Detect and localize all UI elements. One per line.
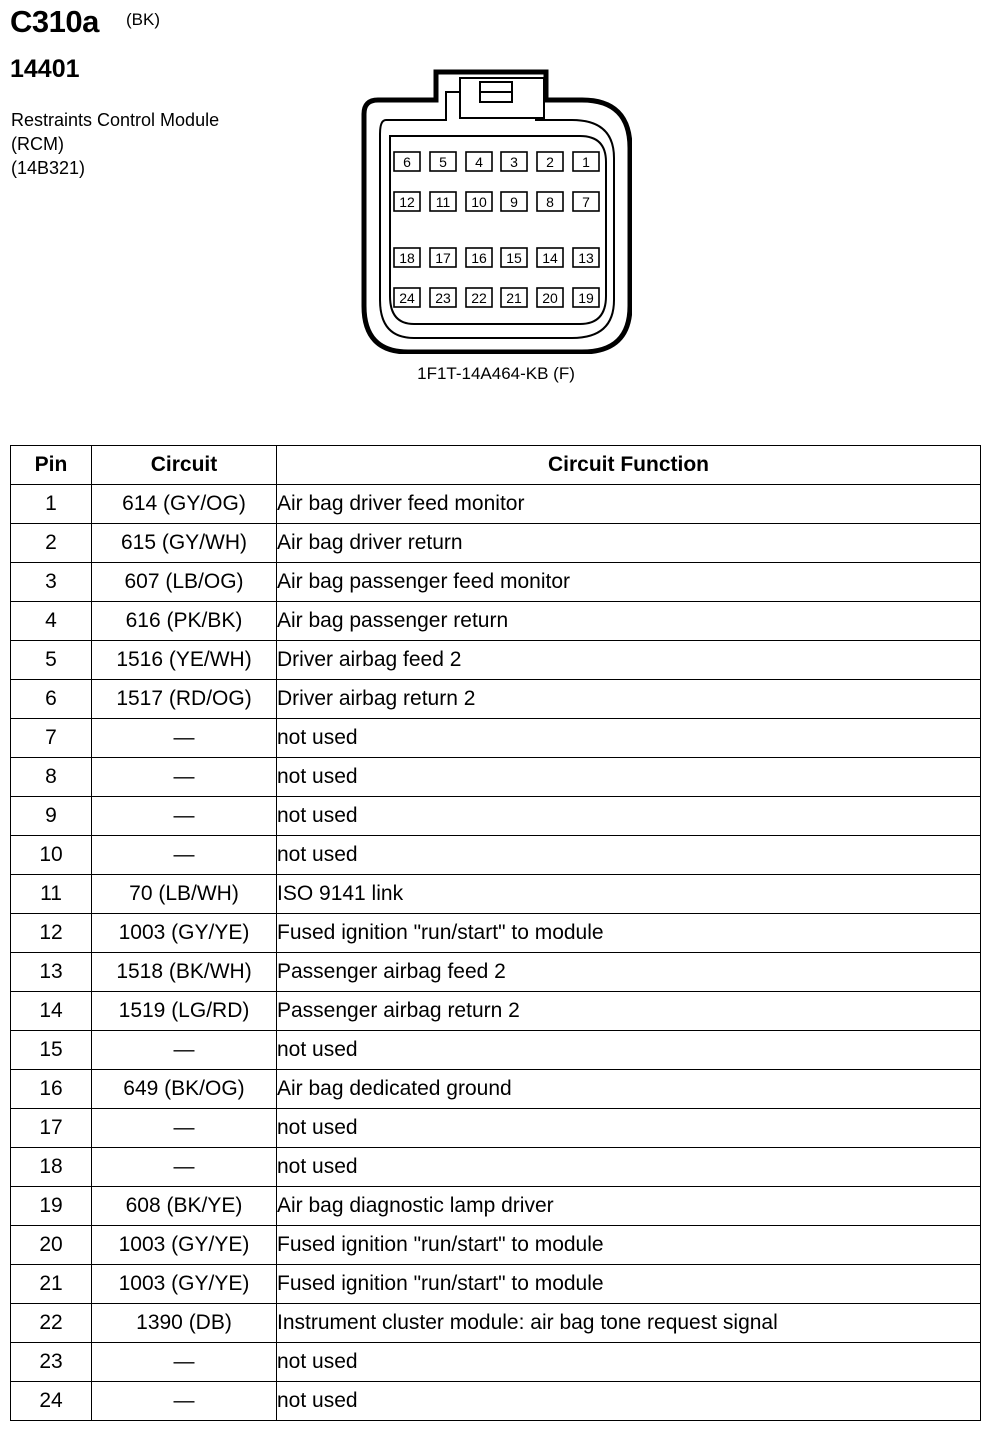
circuit-function-cell: Air bag driver return — [277, 524, 981, 563]
table-row — [11, 1226, 981, 1265]
description-line: (RCM) — [11, 134, 64, 154]
circuit-cell: — — [92, 1148, 277, 1187]
part-number: 14401 — [10, 55, 80, 83]
circuit-cell: — — [92, 719, 277, 758]
connector-pin — [501, 248, 527, 267]
connector-pin — [537, 288, 563, 307]
circuit-function-cell: not used — [277, 758, 981, 797]
connector-pin — [573, 248, 599, 267]
table-row — [11, 758, 981, 797]
table-row — [11, 680, 981, 719]
table-row — [11, 719, 981, 758]
connector-pin-label: 5 — [439, 154, 447, 170]
pin-cell: 20 — [11, 1226, 92, 1265]
pin-cell: 17 — [11, 1109, 92, 1148]
connector-pin-label: 10 — [471, 194, 487, 210]
circuit-function-cell: Passenger airbag feed 2 — [277, 953, 981, 992]
connector-pin — [466, 288, 492, 307]
connector-pin-label: 14 — [542, 250, 558, 266]
connector-pin-label: 17 — [435, 250, 451, 266]
circuit-cell: — — [92, 1109, 277, 1148]
pin-cell: 22 — [11, 1304, 92, 1343]
pin-cell: 6 — [11, 680, 92, 719]
circuit-function-cell: Driver airbag return 2 — [277, 680, 981, 719]
circuit-function-cell: not used — [277, 1031, 981, 1070]
module-description — [11, 108, 219, 180]
table-row — [11, 914, 981, 953]
column-header-circuit-function: Circuit Function — [277, 446, 981, 485]
connector-pin-label: 11 — [435, 194, 451, 210]
connector-pin-label: 1 — [582, 154, 590, 170]
connector-pin-label: 18 — [399, 250, 415, 266]
connector-pin — [573, 152, 599, 171]
table-row — [11, 953, 981, 992]
table-row — [11, 1382, 981, 1421]
circuit-cell: — — [92, 836, 277, 875]
circuit-cell: 70 (LB/WH) — [92, 875, 277, 914]
table-row — [11, 1148, 981, 1187]
connector-pin — [466, 152, 492, 171]
connector-pin — [394, 152, 420, 171]
connector-pin-label: 6 — [403, 154, 411, 170]
connector-pin — [430, 192, 456, 211]
connector-pin-label: 21 — [506, 290, 522, 306]
circuit-cell: 1519 (LG/RD) — [92, 992, 277, 1031]
pin-cell: 9 — [11, 797, 92, 836]
table-row — [11, 485, 981, 524]
connector-face-diagram — [360, 68, 632, 354]
circuit-function-cell: not used — [277, 1343, 981, 1382]
connector-pin-label: 13 — [578, 250, 594, 266]
connector-pin-label: 19 — [578, 290, 594, 306]
pin-cell: 5 — [11, 641, 92, 680]
circuit-function-cell: not used — [277, 1109, 981, 1148]
connector-pin — [394, 192, 420, 211]
circuit-function-cell: Fused ignition "run/start" to module — [277, 1226, 981, 1265]
pin-cell: 2 — [11, 524, 92, 563]
connector-pin — [466, 192, 492, 211]
circuit-function-cell: not used — [277, 1148, 981, 1187]
table-row — [11, 1109, 981, 1148]
connector-pin — [501, 152, 527, 171]
table-row — [11, 797, 981, 836]
circuit-cell: 1003 (GY/YE) — [92, 1226, 277, 1265]
connector-pin — [501, 192, 527, 211]
pin-cell: 14 — [11, 992, 92, 1031]
table-row — [11, 1070, 981, 1109]
circuit-function-cell: ISO 9141 link — [277, 875, 981, 914]
pin-cell: 16 — [11, 1070, 92, 1109]
connector-pin — [430, 152, 456, 171]
connector-pin — [430, 248, 456, 267]
circuit-function-cell: not used — [277, 1382, 981, 1421]
pin-cell: 1 — [11, 485, 92, 524]
connector-pin-label: 16 — [471, 250, 487, 266]
circuit-cell: — — [92, 1382, 277, 1421]
table-row — [11, 641, 981, 680]
column-header-pin: Pin — [11, 446, 92, 485]
circuit-function-cell: Air bag passenger feed monitor — [277, 563, 981, 602]
table-row — [11, 1304, 981, 1343]
connector-pin — [430, 288, 456, 307]
circuit-cell: 1390 (DB) — [92, 1304, 277, 1343]
circuit-cell: 614 (GY/OG) — [92, 485, 277, 524]
connector-pin — [501, 288, 527, 307]
table-row — [11, 1187, 981, 1226]
circuit-function-cell: Fused ignition "run/start" to module — [277, 914, 981, 953]
circuit-cell: — — [92, 1031, 277, 1070]
pin-cell: 13 — [11, 953, 92, 992]
pin-cell: 15 — [11, 1031, 92, 1070]
table-row — [11, 1343, 981, 1382]
circuit-cell: 1003 (GY/YE) — [92, 1265, 277, 1304]
connector-pin-label: 24 — [399, 290, 415, 306]
table-header-row — [11, 446, 981, 485]
table-row — [11, 1265, 981, 1304]
pin-cell: 7 — [11, 719, 92, 758]
circuit-function-cell: not used — [277, 797, 981, 836]
circuit-cell: — — [92, 797, 277, 836]
circuit-function-cell: Instrument cluster module: air bag tone request signal — [277, 1304, 981, 1343]
column-header-circuit: Circuit — [92, 446, 277, 485]
connector-pin-label: 23 — [435, 290, 451, 306]
description-line: Restraints Control Module — [11, 110, 220, 130]
connector-pin-label: 7 — [582, 194, 590, 210]
table-row — [11, 524, 981, 563]
connector-pin-label: 20 — [542, 290, 558, 306]
connector-pin — [537, 192, 563, 211]
table-row — [11, 563, 981, 602]
connector-pin — [394, 288, 420, 307]
pin-cell: 3 — [11, 563, 92, 602]
circuit-function-cell: Driver airbag feed 2 — [277, 641, 981, 680]
connector-pin — [537, 248, 563, 267]
circuit-cell: 616 (PK/BK) — [92, 602, 277, 641]
circuit-function-cell: not used — [277, 836, 981, 875]
circuit-cell: 1517 (RD/OG) — [92, 680, 277, 719]
circuit-function-cell: Air bag passenger return — [277, 602, 981, 641]
circuit-function-cell: Air bag diagnostic lamp driver — [277, 1187, 981, 1226]
circuit-cell: 615 (GY/WH) — [92, 524, 277, 563]
pin-grid — [394, 152, 599, 307]
circuit-cell: 607 (LB/OG) — [92, 563, 277, 602]
connector-pin-label: 9 — [510, 194, 518, 210]
pin-cell: 10 — [11, 836, 92, 875]
table-row — [11, 1031, 981, 1070]
table-row — [11, 836, 981, 875]
connector-pin — [573, 288, 599, 307]
pin-cell: 18 — [11, 1148, 92, 1187]
connector-pin-label: 4 — [475, 154, 483, 170]
pin-cell: 11 — [11, 875, 92, 914]
table-row — [11, 992, 981, 1031]
circuit-cell: 1003 (GY/YE) — [92, 914, 277, 953]
pin-cell: 19 — [11, 1187, 92, 1226]
circuit-cell: 608 (BK/YE) — [92, 1187, 277, 1226]
pinout-table — [10, 445, 981, 1421]
connector-pin-label: 15 — [506, 250, 522, 266]
circuit-cell: 1516 (YE/WH) — [92, 641, 277, 680]
circuit-function-cell: Fused ignition "run/start" to module — [277, 1265, 981, 1304]
circuit-function-cell: Air bag driver feed monitor — [277, 485, 981, 524]
connector-pin-label: 12 — [399, 194, 415, 210]
connector-pin — [537, 152, 563, 171]
pin-cell: 23 — [11, 1343, 92, 1382]
connector-pin — [573, 192, 599, 211]
table-row — [11, 602, 981, 641]
pin-cell: 12 — [11, 914, 92, 953]
pin-cell: 21 — [11, 1265, 92, 1304]
pin-cell: 4 — [11, 602, 92, 641]
connector-pin-label: 22 — [471, 290, 487, 306]
circuit-function-cell: Passenger airbag return 2 — [277, 992, 981, 1031]
connector-part-code: 1F1T-14A464-KB (F) — [417, 364, 575, 383]
circuit-function-cell: Air bag dedicated ground — [277, 1070, 981, 1109]
connector-pin-label: 8 — [546, 194, 554, 210]
connector-pin-label: 2 — [546, 154, 554, 170]
connector-id: C310a — [10, 4, 99, 39]
table-row — [11, 875, 981, 914]
description-line: (14B321) — [11, 158, 86, 178]
connector-pin-label: 3 — [510, 154, 518, 170]
pin-cell: 24 — [11, 1382, 92, 1421]
connector-color: (BK) — [126, 10, 160, 29]
circuit-cell: — — [92, 758, 277, 797]
circuit-cell: — — [92, 1343, 277, 1382]
circuit-cell: 1518 (BK/WH) — [92, 953, 277, 992]
connector-pin — [466, 248, 492, 267]
circuit-cell: 649 (BK/OG) — [92, 1070, 277, 1109]
circuit-function-cell: not used — [277, 719, 981, 758]
pin-cell: 8 — [11, 758, 92, 797]
connector-pin — [394, 248, 420, 267]
